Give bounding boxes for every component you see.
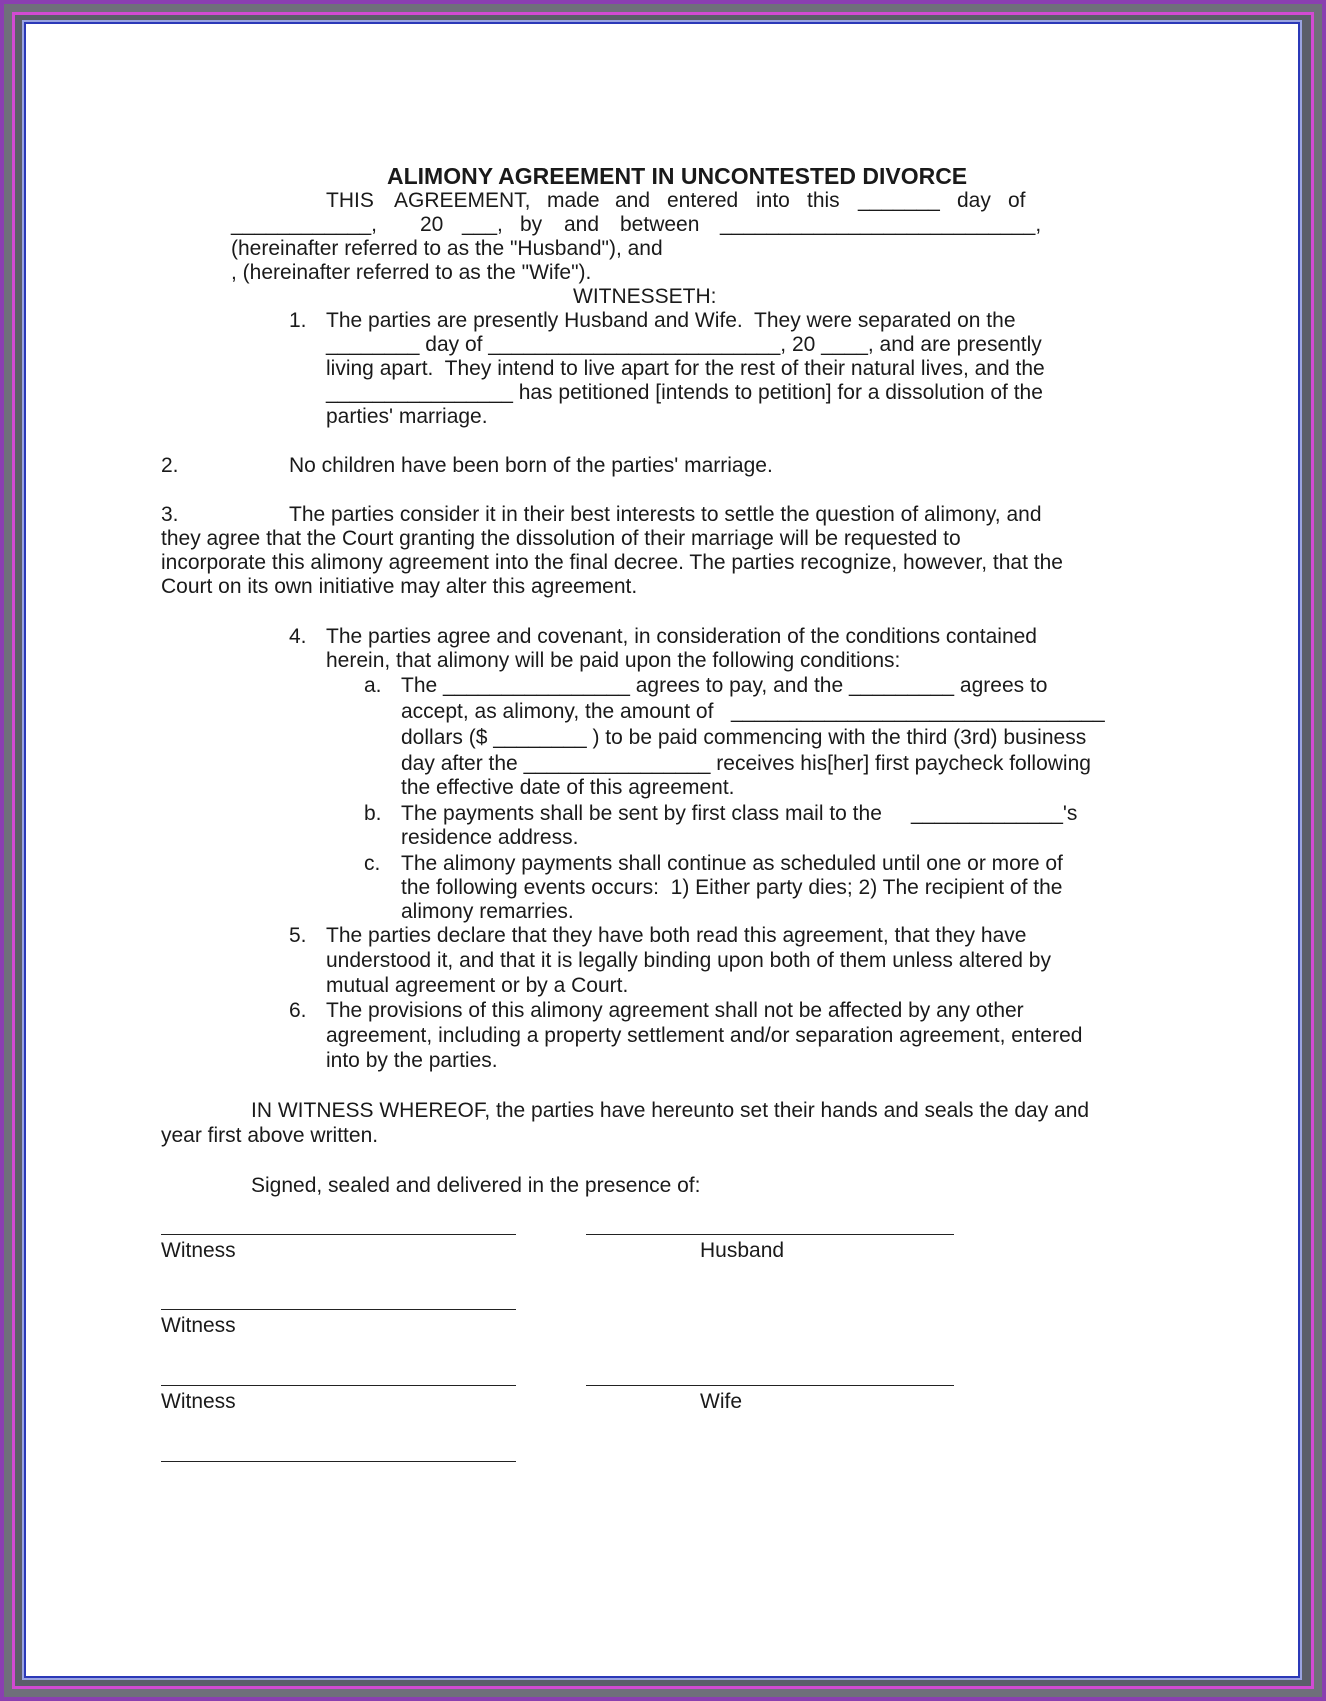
paragraph-line: herein, that alimony will be paid upon the following conditions:: [326, 649, 901, 672]
paragraph-line: parties' marriage.: [326, 405, 488, 428]
paragraph-line: understood it, and that it is legally binding upon both of them unless altered by: [326, 949, 1051, 972]
blank-line: ___________________________,: [720, 213, 1042, 236]
intro-word: entered: [667, 189, 739, 212]
subitem-label: c.: [364, 852, 381, 875]
paragraph-line: agreement, including a property settlement and/or separation agreement, entered: [326, 1024, 1083, 1047]
witness-label: Witness: [161, 1390, 236, 1413]
paragraph-line: mutual agreement or by a Court.: [326, 974, 629, 997]
subitem-line: the effective date of this agreement.: [401, 776, 735, 799]
paragraph-number: 5.: [289, 924, 307, 947]
paragraph-line: ________________ has petitioned [intends to petition] for a dissolution of the: [326, 381, 1043, 404]
paragraph-line: No children have been born of the parties' marriage.: [289, 454, 773, 477]
document-title: ALIMONY AGREEMENT IN UNCONTESTED DIVORCE: [387, 163, 968, 189]
paragraph-line: into by the parties.: [326, 1049, 498, 1072]
subitem-label: b.: [364, 802, 382, 825]
intro-word: and: [564, 213, 600, 236]
paragraph-number: 1.: [289, 309, 307, 332]
paragraph-line: Court on its own initiative may alter this agreement.: [161, 575, 638, 598]
paragraph-number: 6.: [289, 999, 307, 1022]
paragraph-line: The provisions of this alimony agreement shall not be affected by any other: [326, 999, 1024, 1022]
intro-word: AGREEMENT,: [394, 189, 531, 212]
witness-signature-line: [161, 1461, 516, 1462]
subitem-line: The payments shall be sent by first class mail to the _____________'s: [401, 802, 1078, 825]
subitem-line: residence address.: [401, 826, 579, 849]
blank-line: _______: [858, 189, 940, 212]
subitem-line: day after the ________________ receives his[her] first paycheck following: [401, 752, 1091, 775]
intro-word: by: [520, 213, 543, 236]
blank-line: ____________,: [231, 213, 377, 236]
wife-label: Wife: [700, 1390, 742, 1413]
witness-label: Witness: [161, 1239, 236, 1262]
paragraph-number: 4.: [289, 625, 307, 648]
wife-signature-line: [586, 1385, 954, 1386]
subitem-line: dollars ($ ________ ) to be paid commencing with the third (3rd) business: [401, 726, 1087, 749]
signed-sealed-delivered: Signed, sealed and delivered in the presence of:: [251, 1174, 701, 1197]
paragraph-line: ________ day of _________________________, 20 ____, and are presently: [326, 333, 1042, 356]
intro-word: made: [547, 189, 600, 212]
witness-signature-line: [161, 1234, 516, 1235]
paragraph-number: 2.: [161, 454, 179, 477]
intro-word: 20: [420, 213, 444, 236]
intro-word: THIS: [326, 189, 374, 212]
witness-signature-line: [161, 1309, 516, 1310]
intro-line-3: (hereinafter referred to as the "Husband"), and: [231, 237, 663, 260]
intro-word: this: [807, 189, 840, 212]
subitem-line: the following events occurs: 1) Either party dies; 2) The recipient of the: [401, 876, 1063, 899]
paragraph-number: 3.: [161, 503, 179, 526]
intro-word: and: [615, 189, 651, 212]
paragraph-line: they agree that the Court granting the dissolution of their marriage will be requested to: [161, 527, 961, 550]
intro-line-4: , (hereinafter referred to as the "Wife").: [231, 261, 592, 284]
intro-word: of: [1008, 189, 1026, 212]
subitem-line: alimony remarries.: [401, 900, 574, 923]
paragraph-line: The parties agree and covenant, in consideration of the conditions contained: [326, 625, 1037, 648]
paragraph-line: incorporate this alimony agreement into the final decree. The parties recognize, however, that the: [161, 551, 1063, 574]
witness-signature-line: [161, 1385, 516, 1386]
witness-whereof-line-1: IN WITNESS WHEREOF, the parties have hereunto set their hands and seals the day and: [251, 1099, 1090, 1122]
paragraph-line: The parties are presently Husband and Wife. They were separated on the: [326, 309, 1016, 332]
subitem-label: a.: [364, 674, 382, 697]
subitem-line: The ________________ agrees to pay, and the _________ agrees to: [401, 674, 1048, 697]
witness-whereof-line-2: year first above written.: [161, 1124, 379, 1147]
document-page: [24, 22, 1300, 1678]
witness-label: Witness: [161, 1314, 236, 1337]
intro-word: between: [620, 213, 700, 236]
husband-signature-line: [586, 1234, 954, 1235]
witnesseth-heading: WITNESSETH:: [573, 285, 717, 308]
husband-label: Husband: [700, 1239, 785, 1262]
intro-word: into: [756, 189, 790, 212]
paragraph-line: The parties consider it in their best interests to settle the question of alimony, and: [289, 503, 1042, 526]
subitem-line: accept, as alimony, the amount of ________________________________: [401, 700, 1105, 723]
blank-line: ___,: [462, 213, 503, 236]
paragraph-line: The parties declare that they have both read this agreement, that they have: [326, 924, 1027, 947]
subitem-line: The alimony payments shall continue as scheduled until one or more of: [401, 852, 1063, 875]
intro-word: day: [957, 189, 991, 212]
paragraph-line: living apart. They intend to live apart for the rest of their natural lives, and the: [326, 357, 1045, 380]
